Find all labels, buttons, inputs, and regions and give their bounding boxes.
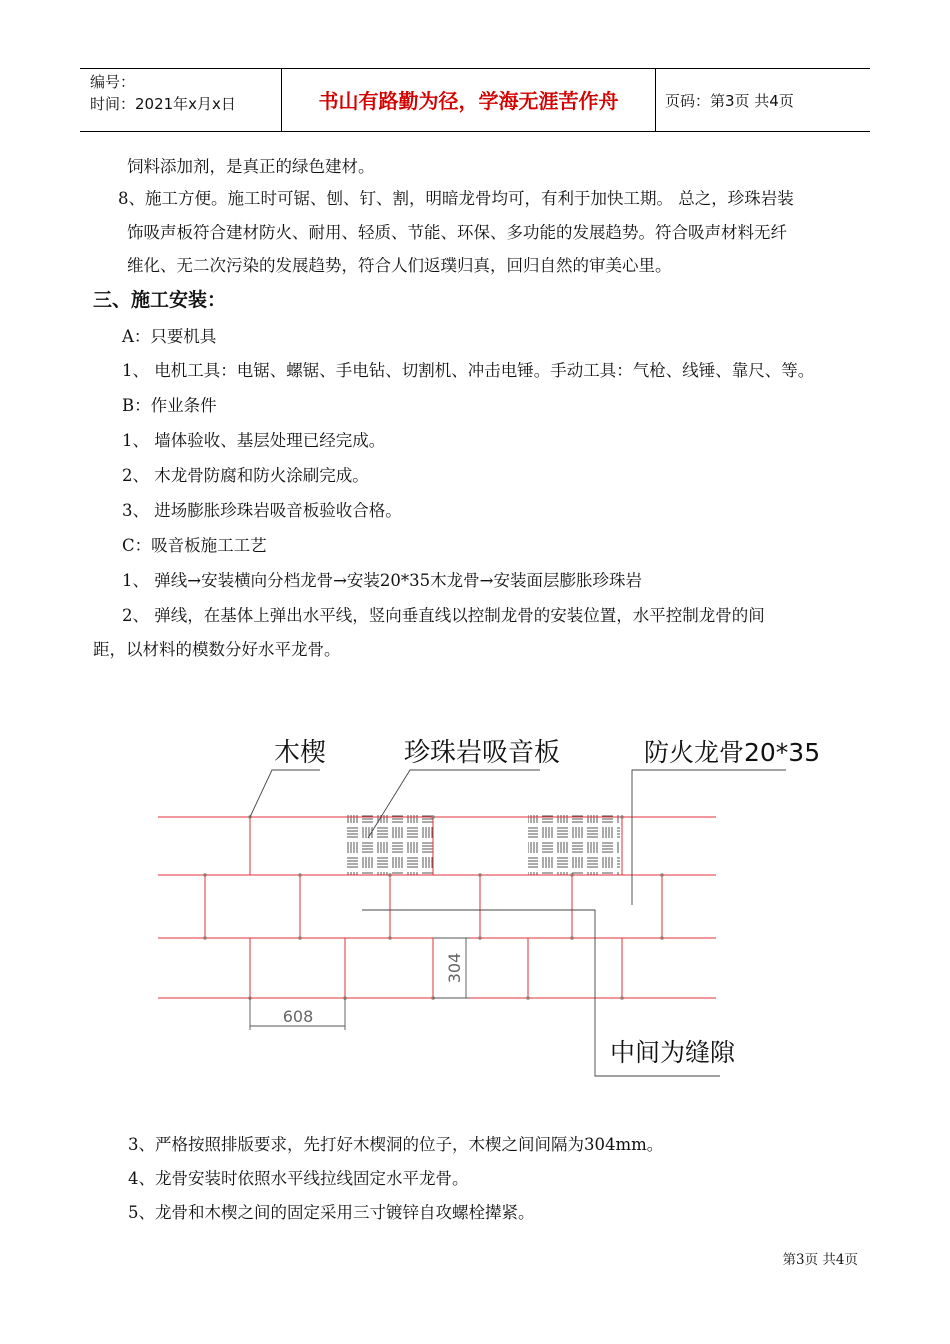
list-item: 3、 进场膨胀珍珠岩吸音板验收合格。 [122,501,402,520]
header-meta [90,71,236,115]
perlite-board [528,815,620,875]
leader-lines [250,770,786,1076]
header-time: 时间：2021年x月x日 [90,95,236,113]
list-item: A：只要机具 [122,327,217,346]
list-item: 1、 弹线→安装横向分档龙骨→安装20*35木龙骨→安装面层膨胀珍珠岩 [122,571,642,590]
header-motto: 书山有路勤为径，学海无涯苦作舟 [318,89,619,113]
dimension-304-label: 304 [445,952,464,984]
label-fire-keel: 防火龙骨20*35 [644,738,821,767]
label-wedge: 木楔 [274,738,327,768]
label-perlite-board: 珍珠岩吸音板 [404,738,561,768]
label-gap: 中间为缝隙 [610,1038,736,1067]
dimension-608-label: 608 [282,1007,314,1026]
header-number: 编号： [90,73,136,91]
installation-diagram [0,720,950,1120]
header-page-number: 页码：第3页 共4页 [665,92,794,110]
list-item: 3、严格按照排版要求，先打好木楔洞的位子，木楔之间间隔为304mm。 [128,1135,664,1154]
list-item: 2、 木龙骨防腐和防火涂刷完成。 [122,466,369,485]
section-title: 三、施工安装： [93,289,227,311]
body-line: 饰吸声板符合建材防火、耐用、轻质、节能、环保、多功能的发展趋势。符合吸声材料无纤 [127,223,787,242]
perlite-board [345,815,437,875]
header-divider [655,69,656,131]
body-line: 维化、无二次污染的发展趋势，符合人们返璞归真，回归自然的审美心里。 [127,256,672,275]
list-item: C：吸音板施工工艺 [122,536,267,555]
list-item: 1、 电机工具：电锯、螺锯、手电钻、切割机、冲击电锤。手动工具：气枪、线锤、靠尺、等。 [122,361,815,380]
page-footer: 第3页 共4页 [782,1252,858,1268]
list-item: 距，以材料的模数分好水平龙骨。 [93,640,341,659]
list-item: 2、 弹线，在基体上弹出水平线，竖向垂直线以控制龙骨的安装位置，水平控制龙骨的间 [122,606,765,625]
list-item: 4、龙骨安装时依照水平线拉线固定水平龙骨。 [128,1169,469,1188]
list-item: 5、龙骨和木楔之间的固定采用三寸镀锌自攻螺栓撵紧。 [128,1203,535,1222]
list-item: B：作业条件 [122,396,217,415]
page-header [80,68,870,132]
list-item: 1、 墙体验收、基层处理已经完成。 [122,431,386,450]
body-line: 8、施工方便。施工时可锯、刨、钉、割，明暗龙骨均可，有利于加快工期。 总之，珍珠岩装 [118,189,794,208]
body-line: 饲料添加剂，是真正的绿色建材。 [127,157,375,176]
